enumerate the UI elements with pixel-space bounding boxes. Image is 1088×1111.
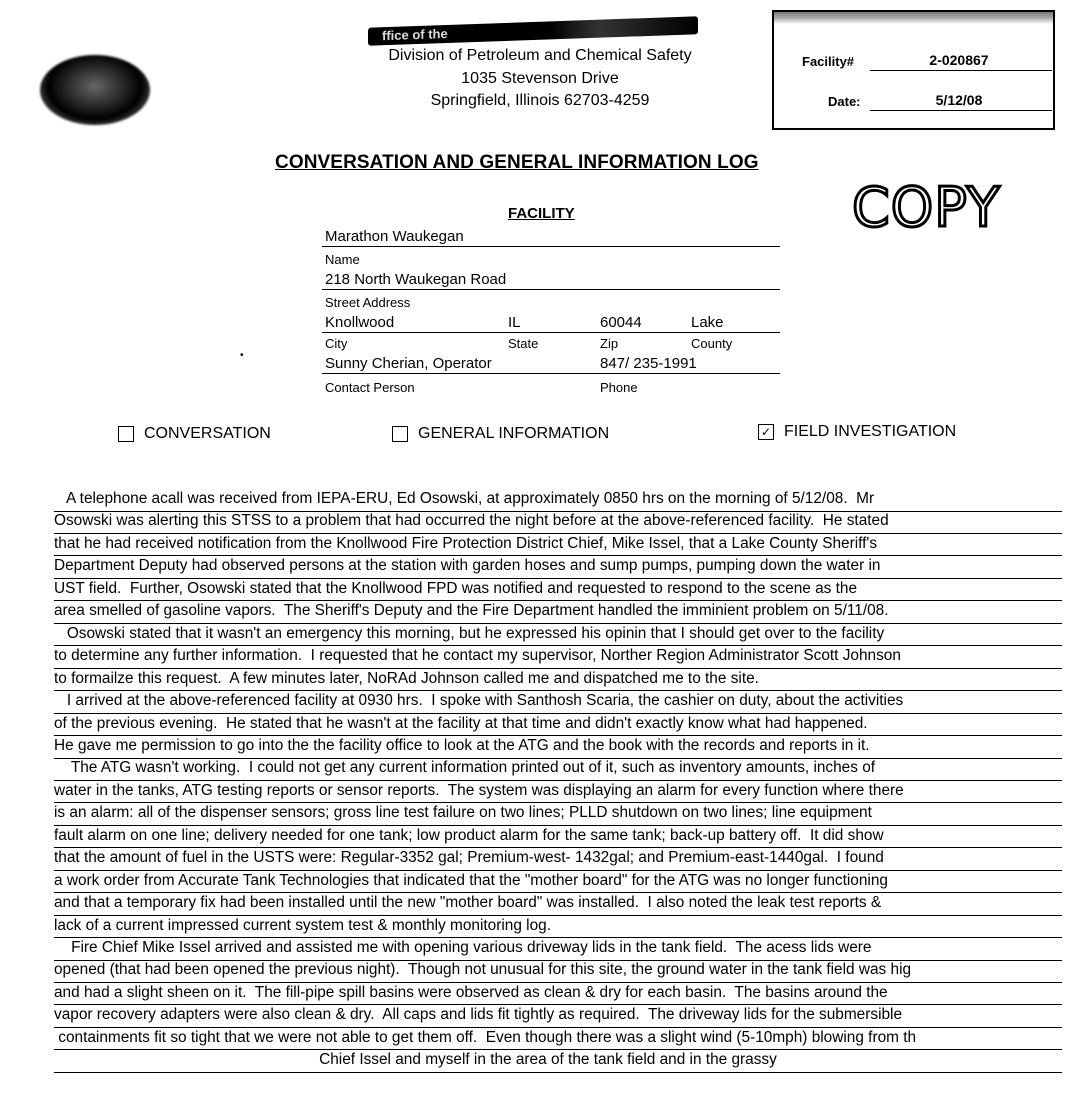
narrative-line: UST field. Further, Osowski stated that the Knollwood FPD was notified and requested to respond to the scene as the	[54, 578, 1062, 602]
street-address-rule	[322, 289, 780, 290]
agency-name-redacted: ffice of the	[368, 16, 698, 46]
narrative-line: I arrived at the above-referenced facility at 0930 hrs. I spoke with Santhosh Scaria, the cashier on duty, about the activities	[54, 690, 1062, 714]
narrative-line: lack of a current impressed current system test & monthly monitoring log.	[54, 915, 1062, 939]
street-address-value: 218 North Waukegan Road	[325, 271, 507, 288]
facility-number-value: 2-020867	[929, 52, 989, 68]
phone-value: 847/ 235-1991	[600, 355, 697, 372]
contact-person-value: Sunny Cherian, Operator	[325, 355, 492, 372]
narrative-line: area smelled of gasoline vapors. The Sheriff's Deputy and the Fire Department handled the imminient problem on 5/11/08.	[54, 600, 1062, 624]
conversation-checkbox[interactable]	[118, 426, 134, 442]
county-label: County	[691, 336, 733, 351]
county-value: Lake	[691, 314, 724, 331]
facility-name-label: Name	[325, 252, 360, 267]
narrative-line: A telephone acall was received from IEPA-ERU, Ed Osowski, at approximately 0850 hrs on the morning of 5/12/08. Mr	[54, 488, 1062, 512]
narrative-line: and that a temporary fix had been installed until the new "mother board" was installed. I also noted the leak test reports &	[54, 892, 1062, 916]
facility-id-box	[772, 10, 1055, 130]
narrative-line: a work order from Accurate Tank Technologies that indicated that the "mother board" for the ATG was no longer functioning	[54, 870, 1062, 894]
narrative-line: The ATG wasn't working. I could not get any current information printed out of it, such as inventory amounts, inches of	[54, 757, 1062, 781]
state-value: IL	[508, 314, 521, 331]
narrative-line: fault alarm on one line; delivery needed for one tank; low product alarm for the same tank; back-up battery off. It did show	[54, 825, 1062, 849]
facility-heading: FACILITY	[508, 205, 575, 222]
conversation-option[interactable]	[118, 425, 271, 443]
zip-label: Zip	[600, 336, 619, 351]
stray-mark: •	[240, 350, 244, 361]
zip-value: 60044	[600, 314, 642, 331]
city-line-rule	[322, 332, 780, 333]
phone-label: Phone	[600, 380, 638, 395]
general-information-label: GENERAL INFORMATION	[418, 425, 610, 442]
log-title: CONVERSATION AND GENERAL INFORMATION LOG	[275, 152, 759, 173]
facility-number-label: Facility#	[802, 54, 855, 69]
general-information-checkbox[interactable]	[392, 426, 408, 442]
field-investigation-option[interactable]	[758, 423, 956, 441]
city-label: City	[325, 336, 348, 351]
date-value: 5/12/08	[935, 92, 983, 108]
conversation-label: CONVERSATION	[144, 425, 271, 442]
narrative-line: water in the tanks, ATG testing reports or sensor reports. The system was displaying an alarm for every function where there	[54, 780, 1062, 804]
field-investigation-checkbox[interactable]: ✓	[758, 424, 774, 440]
field-investigation-label: FIELD INVESTIGATION	[784, 423, 957, 440]
narrative-line: that he had received notification from the Knollwood Fire Protection District Chief, Mike Issel, that a Lake County Sheriff's	[54, 533, 1062, 557]
general-information-option[interactable]	[392, 425, 609, 443]
narrative-line: of the previous evening. He stated that he wasn't at the facility at that time and didn't exactly know what had happened.	[54, 713, 1062, 737]
narrative-line: containments fit so tight that we were not able to get them off. Even though there was a slight wind (5-10mph) blowing from th	[54, 1027, 1062, 1051]
state-seal-image	[40, 55, 150, 125]
date-label: Date:	[828, 94, 861, 109]
narrative-line: Osowski stated that it wasn't an emergency this morning, but he expressed his opinin that I should get over to the facility	[54, 623, 1062, 647]
state-label: State	[508, 336, 539, 351]
copy-stamp: COPY	[852, 176, 1001, 239]
contact-line-rule	[322, 373, 780, 374]
agency-address: 1035 Stevenson Drive	[461, 70, 619, 87]
narrative-line: Chief Issel and myself in the area of the tank field and in the grassy	[54, 1049, 1062, 1073]
date-rule	[870, 110, 1052, 111]
narrative-line: Osowski was alerting this STSS to a problem that had occurred the night before at the above-referenced facility. He stated	[54, 510, 1062, 534]
narrative-line: to determine any further information. I requested that he contact my supervisor, Norther Region Administrator Scott Johnson	[54, 645, 1062, 669]
facility-number-rule	[870, 70, 1052, 71]
narrative-line: vapor recovery adapters were also clean & dry. All caps and lids fit tightly as required. The driveway lids for the submersible	[54, 1004, 1062, 1028]
contact-person-label: Contact Person	[325, 380, 415, 395]
division-name: Division of Petroleum and Chemical Safety	[388, 47, 692, 64]
narrative-line: Fire Chief Mike Issel arrived and assisted me with opening various driveway lids in the tank field. The acess lids were	[54, 937, 1062, 961]
street-address-label: Street Address	[325, 295, 411, 310]
narrative-line: He gave me permission to go into the the facility office to look at the ATG and the book with the records and reports in it.	[54, 735, 1062, 759]
narrative-line: that the amount of fuel in the USTS were: Regular-3352 gal; Premium-west- 1432gal; and Premium-east-1440gal. I found	[54, 847, 1062, 871]
narrative-line: and had a slight sheen on it. The fill-pipe spill basins were observed as clean & dry for each basin. The basins around the	[54, 982, 1062, 1006]
narrative-line: is an alarm: all of the dispenser sensors; gross line test failure on two lines; PLLD shutdown on two lines; line equipment	[54, 802, 1062, 826]
narrative-line: to formailze this request. A few minutes later, NoRAd Johnson called me and dispatched me to the site.	[54, 668, 1062, 692]
city-value: Knollwood	[325, 314, 395, 331]
agency-city-state: Springfield, Illinois 62703-4259	[430, 92, 650, 109]
narrative-line: Department Deputy had observed persons at the station with garden hoses and sump pumps, pumping down the water in	[54, 555, 1062, 579]
facility-name-value: Marathon Waukegan	[325, 228, 464, 245]
narrative-line: opened (that had been opened the previous night). Though not unusual for this site, the ground water in the tank field was hig	[54, 959, 1062, 983]
facility-name-rule	[322, 246, 780, 247]
